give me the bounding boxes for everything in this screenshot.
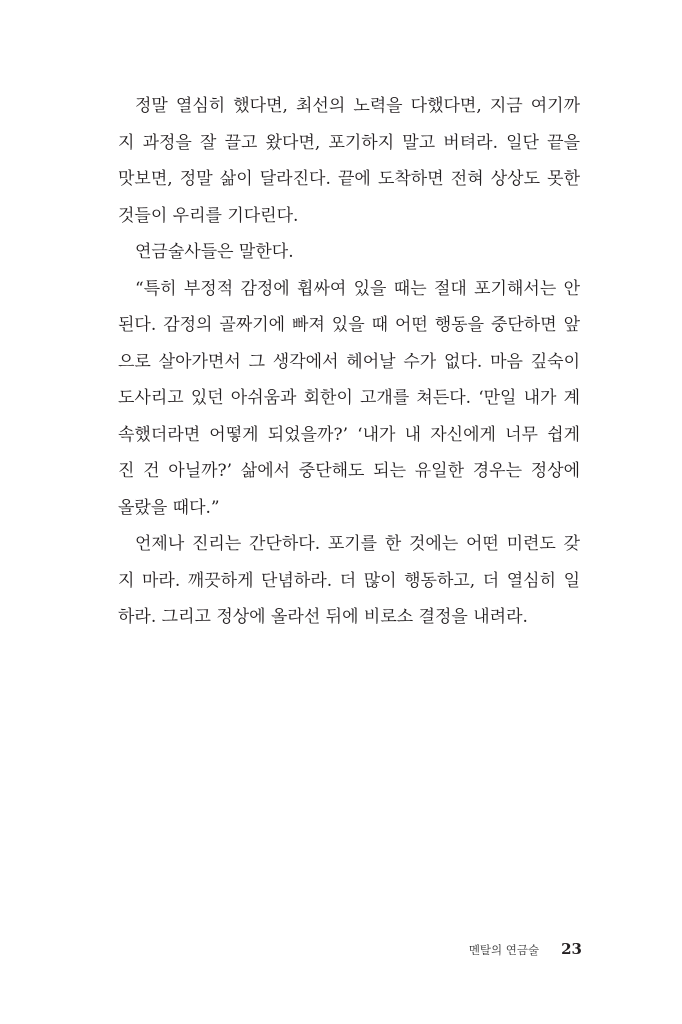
body-text: [118, 88, 580, 636]
text-line: 연금술사들은 말한다.: [135, 242, 294, 262]
text-line: 도사리고 있던 아쉬움과 회한이 고개를 쳐든다. ‘만일 내가 계: [118, 388, 580, 408]
text-line: 된다. 감정의 골짜기에 빠져 있을 때 어떤 행동을 중단하면 앞: [118, 315, 580, 335]
text-line: 지 과정을 잘 끌고 왔다면, 포기하지 말고 버텨라. 일단 끝을: [118, 132, 580, 153]
running-title: 멘탈의 연금술: [468, 943, 540, 957]
text-line: 으로 살아가면서 그 생각에서 헤어날 수가 없다. 마음 깊숙이: [118, 351, 580, 372]
text-line: 정말 열심히 했다면, 최선의 노력을 다했다면, 지금 여기까: [135, 96, 580, 116]
page-number: 23: [561, 940, 582, 958]
text-line: “특히 부정적 감정에 휩싸여 있을 때는 절대 포기해서는 안: [135, 278, 580, 299]
text-line: 진 건 아닐까?’ 삶에서 중단해도 되는 유일한 경우는 정상에: [118, 461, 580, 481]
text-line: 속했더라면 어떻게 되었을까?’ ‘내가 내 자신에게 너무 쉽게: [118, 424, 580, 445]
text-line: 올랐을 때다.”: [118, 497, 220, 518]
text-line: 하라. 그리고 정상에 올라선 뒤에 비로소 결정을 내려라.: [118, 607, 528, 627]
text-line: 지 마라. 깨끗하게 단념하라. 더 많이 행동하고, 더 열심히 일: [118, 570, 580, 591]
page-footer: [469, 940, 582, 958]
text-line: 맛보면, 정말 삶이 달라진다. 끝에 도착하면 전혀 상상도 못한: [118, 169, 580, 189]
text-line: 언제나 진리는 간단하다. 포기를 한 것에는 어떤 미련도 갖: [135, 534, 580, 554]
text-line: 것들이 우리를 기다린다.: [118, 205, 299, 226]
